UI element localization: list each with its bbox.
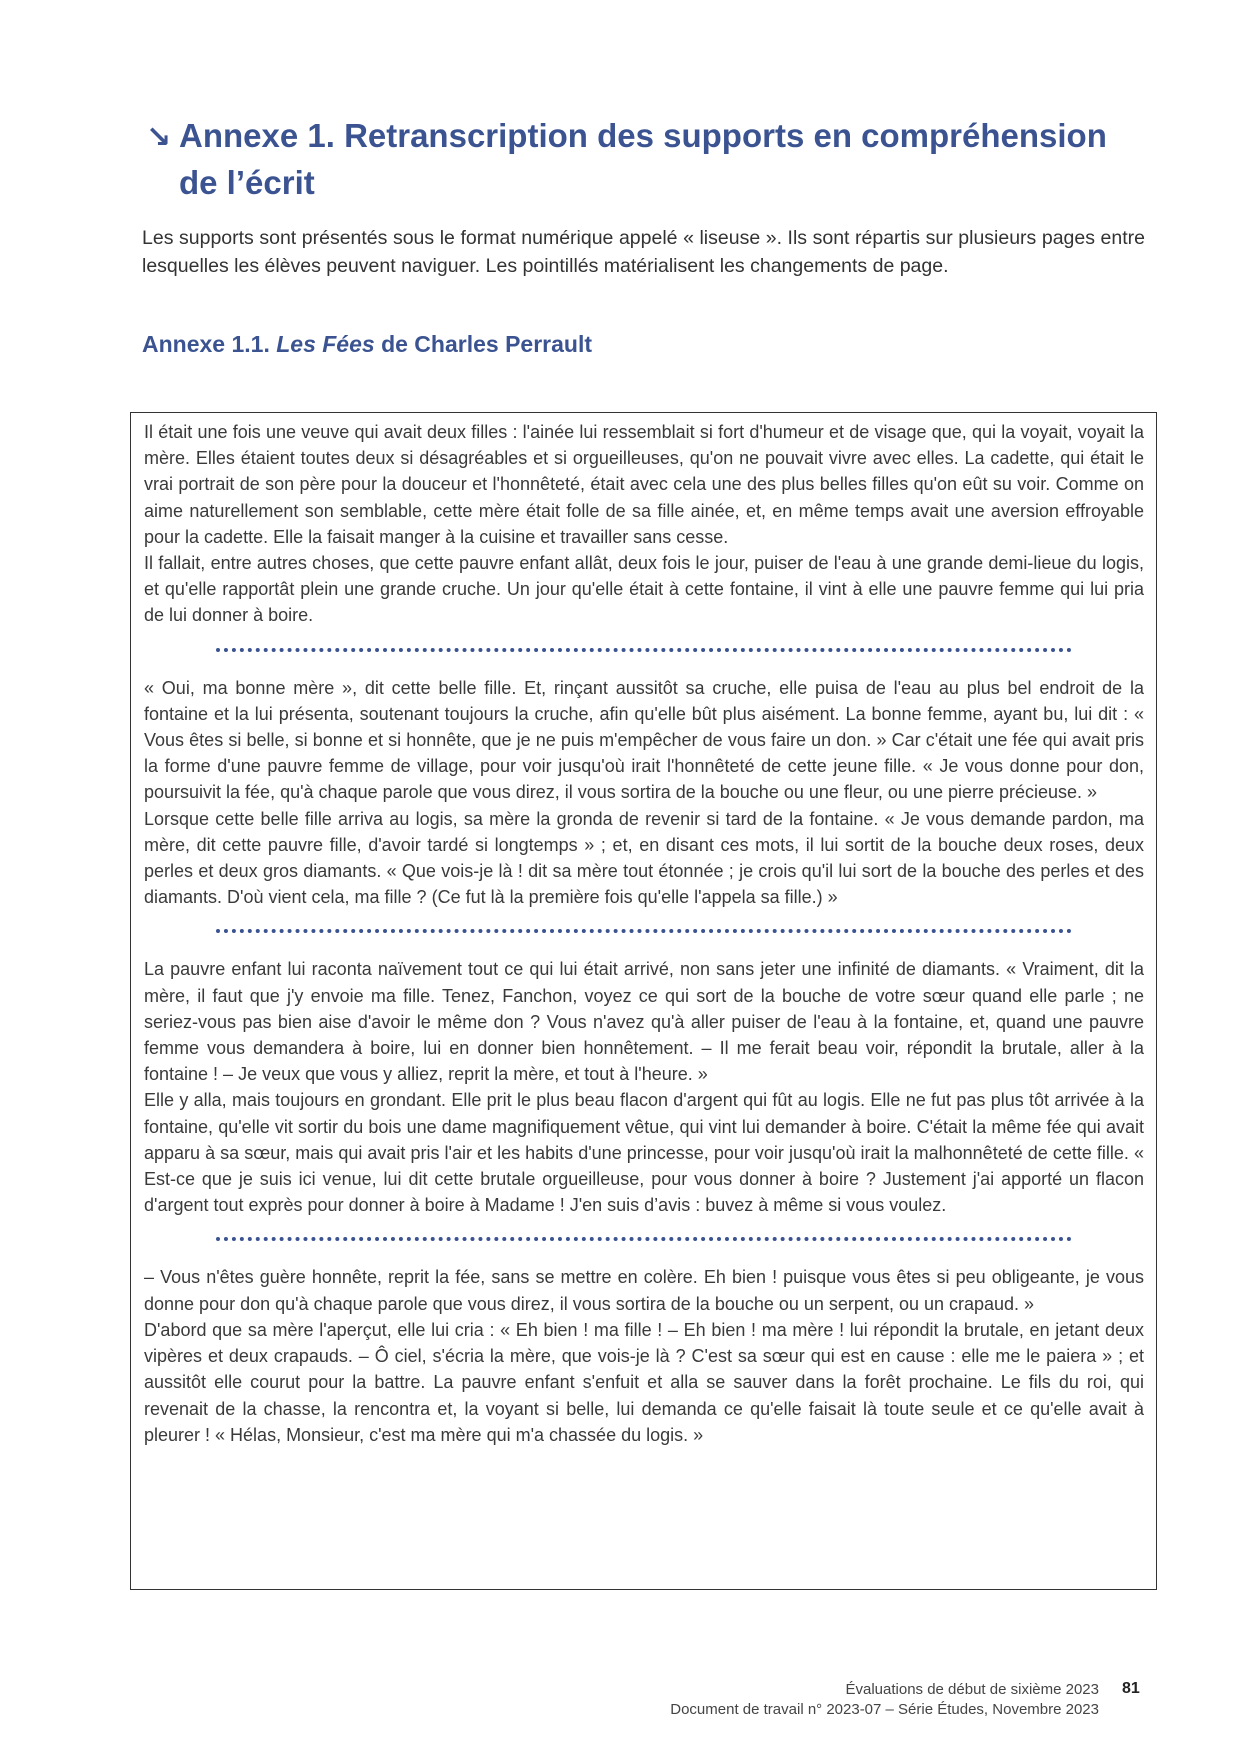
section-subheading bbox=[142, 331, 592, 358]
footer bbox=[670, 1680, 1099, 1720]
page-break-separator bbox=[216, 1237, 1072, 1245]
text-paragraph: « Oui, ma bonne mère », dit cette belle fille. Et, rinçant aussitôt sa cruche, elle puisa de l'eau au plus bel endroit de la fontaine et la lui présenta, soutenant toujours la cruche, afin qu'elle bût plus aisément. La bonne femme, ayant bu, lui dit : « Vous êtes si belle, si bonne et si honnête, que je ne puis m'empêcher de vous faire un don. » Car c'était une fée qui avait pris la forme d'une pauvre femme de village, pour voir jusqu'où irait l'honnêteté de cette jeune fille. « Je vous donne pour don, poursuivit la fée, qu'à chaque parole que vous direz, il vous sortira de la bouche ou une fleur, ou une pierre précieuse. » bbox=[144, 677, 1144, 803]
footer-line-2: Document de travail n° 2023-07 – Série Études, Novembre 2023 bbox=[670, 1701, 1099, 1718]
text-paragraph: Il était une fois une veuve qui avait deux filles : l'ainée lui ressemblait si fort d'humeur et de visage que, qui la voyait, voyait la mère. Elles étaient toutes deux si désagréables et si orgueilleuses, qu'on ne pouvait vivre avec elles. La cadette, qui était le vrai portrait de son père pour la douceur et l'honnêteté, était avec cela une des plus belles filles qu'on eût su voir. Comme on aime naturellement son semblable, cette mère était folle de sa fille ainée, et, en même temps avait une aversion effroyable pour la cadette. Elle la faisait manger à la cuisine et travailler sans cesse. bbox=[144, 422, 1144, 547]
text-paragraph: Elle y alla, mais toujours en grondant. Elle prit le plus beau flacon d'argent qui fût au logis. Elle ne fut pas plus tôt arrivée à la fontaine, qu'elle vit sortir du bois une dame magnifiquement vêtue, qui vint lui demander à boire. C'était la même fée qui avait apparu à sa sœur, mais qui avait pris l'air et les habits d'une princesse, pour voir jusqu'où irait la malhonnêteté de cette fille. « Est-ce que je suis ici venue, lui dit cette brutale orgueilleuse, pour vous donner à boire ? Justement j'ai apporté un flacon d'argent tout exprès pour donner à boire à Madame ! J'en suis d’avis : buvez à même si vous voulez. bbox=[144, 1090, 1144, 1216]
text-paragraph: Lorsque cette belle fille arriva au logis, sa mère la gronda de revenir si tard de la fontaine. « Je vous demande pardon, ma mère, dit cette pauvre fille, d'avoir tardé si longtemps » ; et, en disant ces mots, il lui sortit de la bouche deux roses, deux perles et deux gros diamants. « Que vois-je là ! dit sa mère tout étonnée ; je crois qu'il lui sort de la bouche des perles et des diamants. D'où vient cela, ma fille ? (Ce fut là la première fois qu'elle l'appela sa fille.) » bbox=[144, 808, 1144, 908]
footer-line-1: Évaluations de début de sixième 2023 bbox=[845, 1681, 1099, 1698]
page-number: 81 bbox=[1122, 1680, 1140, 1697]
subheading-suffix: de Charles Perrault bbox=[374, 331, 592, 357]
subheading-prefix: Annexe 1.1. bbox=[142, 331, 277, 357]
reader-text-box bbox=[130, 412, 1157, 1590]
arrow-icon: ↘ bbox=[146, 121, 172, 154]
annex-heading bbox=[146, 112, 1146, 206]
text-paragraph: – Vous n'êtes guère honnête, reprit la fée, sans se mettre en colère. Eh bien ! puisque vous êtes si peu obligeante, je vous donne pour don qu'à chaque parole que vous direz, il vous sortira de la bouche ou un serpent, ou un crapaud. » bbox=[144, 1267, 1144, 1314]
text-paragraph: D'abord que sa mère l'aperçut, elle lui cria : « Eh bien ! ma fille ! – Eh bien ! ma mère ! lui répondit la brutale, en jetant deux vipères et deux crapauds. – Ô ciel, s'écria la mère, que vois-je là ? C'est sa sœur qui est en cause : elle me le paiera » ; et aussitôt elle courut pour la battre. La pauvre enfant s'enfuit et alla se sauver dans la forêt prochaine. Le fils du roi, qui revenait de la chasse, la rencontra et, la voyant si belle, lui demanda ce qu'elle faisait là toute seule et ce qu'elle avait à pleurer ! « Hélas, Monsieur, c'est ma mère qui m'a chassée du logis. » bbox=[144, 1319, 1144, 1445]
page-break-separator bbox=[216, 648, 1072, 656]
text-paragraph: Il fallait, entre autres choses, que cette pauvre enfant allât, deux fois le jour, puiser de l'eau à une grande demi-lieue du logis, et qu'elle rapportât plein une grande cruche. Un jour qu'elle était à cette fontaine, il vint à elle une pauvre femme qui lui pria de lui donner à boire. bbox=[144, 553, 1144, 626]
text-paragraph: La pauvre enfant lui raconta naïvement tout ce qui lui était arrivé, non sans jeter une infinité de diamants. « Vraiment, dit la mère, il faut que j'y envoie ma fille. Tenez, Fanchon, voyez ce qui sort de la bouche de votre sœur quand elle parle ; ne seriez-vous pas bien aise d'avoir le même don ? Vous n'avez qu'à aller puiser de l'eau à la fontaine, et, quand une pauvre femme vous demandera à boire, lui en donner bien honnêtement. – Il me ferait beau voir, répondit la brutale, aller à la fontaine ! – Je veux que vous y alliez, reprit la mère, et tout à l'heure. » bbox=[144, 959, 1144, 1085]
intro-paragraph: Les supports sont présentés sous le format numérique appelé « liseuse ». Ils sont répartis sur plusieurs pages entre lesquelles les élèves peuvent naviguer. Les pointillés matérialisent les changements de page. bbox=[142, 227, 1145, 277]
page-break-separator bbox=[216, 929, 1072, 937]
subheading-work-title: Les Fées bbox=[276, 331, 375, 357]
annex-title: Annexe 1. Retranscription des supports en compréhension de l’écrit bbox=[179, 117, 1107, 201]
